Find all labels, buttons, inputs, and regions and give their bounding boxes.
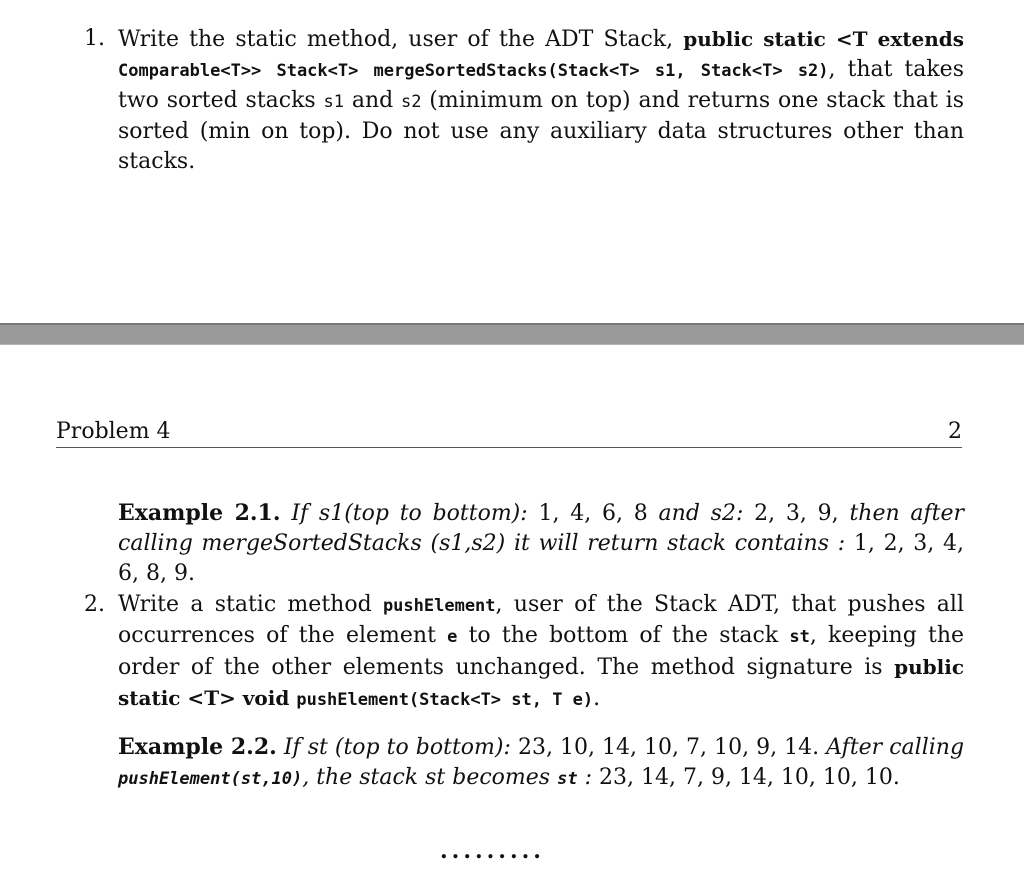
problem1-s1: s1: [323, 92, 345, 112]
problem1-signature-part2: Comparable<T>> Stack<T> mergeSortedStacks(Stack<T> s1, Stack<T> s2): [118, 61, 829, 81]
problem1-text-d: (minimum on top) and returns one stack that is sorted (min on top). Do not use any auxiliary data structures other than stacks.: [118, 88, 964, 174]
problem2-e: e: [447, 627, 458, 647]
example2-st: st: [557, 769, 578, 789]
example2: [118, 732, 964, 794]
problem2-number: 2.: [84, 592, 105, 617]
example1-text-d: mergeSortedStacks (s1,s2) it will return stack contains :: [201, 531, 846, 556]
problem2-signature-part2: pushElement(Stack<T> st, T e): [296, 690, 594, 710]
example1-text-a: If s1(top to bottom):: [291, 501, 528, 526]
example1-text-c: then after calling: [118, 501, 965, 556]
example2-colon: :: [577, 765, 592, 790]
example2-label: Example 2.2.: [118, 734, 277, 760]
page-separator: [0, 323, 1024, 345]
example1-text-b: and s2:: [658, 501, 744, 526]
example2-values: 23, 10, 14, 10, 7, 10, 9, 14.: [517, 735, 820, 760]
example2-call: pushElement(st,10): [118, 769, 303, 789]
problem1-intro: Write the static method, user of the ADT Stack,: [118, 27, 684, 52]
example2-text-b: After calling: [826, 735, 965, 760]
page-title: Problem 4: [56, 419, 171, 444]
example1-result: 1, 2, 3, 4, 6, 8, 9.: [118, 531, 965, 586]
problem2-text-d: , keeping the order of the other elements unchanged. The method signature is: [118, 623, 965, 680]
page-number: 2: [948, 419, 962, 444]
problem2-signature-part1: public static <T> void: [118, 655, 964, 710]
problem2-st: st: [789, 627, 810, 647]
problem2-text: [118, 590, 964, 715]
continuation-dots: .........: [440, 838, 545, 864]
problem1-number: 1.: [84, 26, 105, 51]
problem1-text-b: , that takes two sorted stacks: [118, 57, 964, 113]
example1-s2-values: 2, 3, 9,: [754, 501, 839, 526]
problem1-signature-part1: public static <T extends: [683, 27, 965, 51]
problem2-text-c: to the bottom of the stack: [457, 623, 790, 648]
header-rule: [56, 447, 962, 448]
example1-label: Example 2.1.: [118, 500, 281, 526]
problem2-text-b: , user of the Stack ADT, that pushes all occurrences of the element: [118, 592, 964, 648]
example1-s1-values: 1, 4, 6, 8: [538, 501, 648, 526]
problem1-text: [118, 24, 964, 177]
problem2-method: pushElement: [382, 596, 496, 616]
example1: [118, 498, 964, 589]
problem2-intro: Write a static method: [118, 592, 383, 617]
example2-text-c: , the stack st becomes: [302, 765, 551, 790]
problem1-s2: s2: [401, 92, 422, 112]
example2-result: 23, 14, 7, 9, 14, 10, 10, 10.: [599, 765, 900, 790]
example2-text-a: If st (top to bottom):: [283, 735, 511, 760]
problem2-period: .: [593, 686, 601, 711]
problem1-text-c: and: [344, 88, 401, 113]
